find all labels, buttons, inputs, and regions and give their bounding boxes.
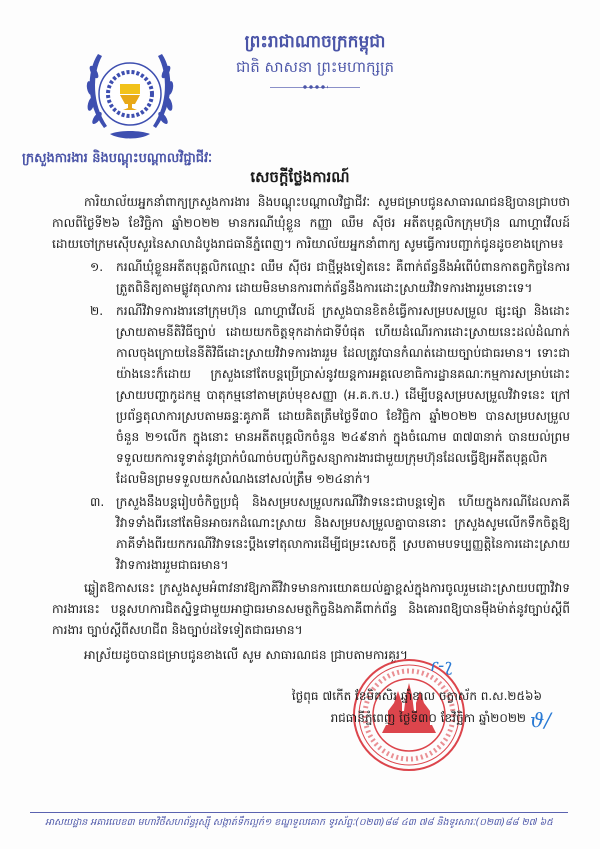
item-number: ១. [90,260,104,274]
kingdom-name: ព្រះរាជាណាចក្រកម្ពុជា [244,32,386,52]
footer-address: អាសយដ្ឋាន អគារលេខ៣ មហាវិថីសហព័ន្ធរុស្ស៊ី សង្កាត់ទឹកល្អក់១ ខណ្ឌទួលគោក ទូរស័ព្ទៈ(០២៣)៨៨ ៤៣ ៧៨ និងទូរសារៈ(០២៣)៨៨ ២៧ ៦៥ [45,817,553,828]
initials-mark: ɾ-ʅ [430,655,453,676]
footer-divider [30,812,568,813]
kingdom-header [220,30,410,90]
solar-date: រាជធានីភ្នំពេញ ថ្ងៃទី៣០ ខែវិច្ឆិកា ឆ្នាំ២០២២ [330,711,526,725]
date-block [292,685,542,729]
numbered-item [90,257,570,299]
signature-mark: ϑ/ [530,708,552,732]
item-number: ៣. [90,495,105,509]
ministry-emblem-icon [80,42,180,148]
numbered-item [90,492,570,576]
document-title: សេចក្តីថ្លែងការណ៍ [250,168,350,186]
appeal-paragraph: ឆ្លៀតឱកាសនេះ ក្រសួងសូមអំពាវនាវឱ្យភាគីវិវាទមានការយោគយល់គ្នាខ្ពស់ក្នុងការចូលរួមដោះស្រាយបញ្ហាវិវាទការងារនេះ បន្តសហការជិតស្និទ្ធជាមួយអាជ្ញាធរមានសមត្ថកិច្ចនិងភាគីពាក់ព័ន្ធ និងគោរពឱ្យបានម៉ឺងម៉ាត់នូវច្បាប់ស្តីពីការងារ ច្បាប់ស្តីពីសហជីព និងច្បាប់ដទៃទៀតជាធរមាន។ [52,581,570,637]
ministry-logo [80,42,180,148]
lunar-date: ថ្ងៃពុធ ៧កើត ខែមិគសិរ ឆ្នាំខាល ចត្វាស័ក ព.ស.២៥៦៦ [291,689,542,703]
item-number: ២. [90,304,104,318]
national-motto: ជាតិ សាសនា ព្រះមហាក្សត្រ [235,58,395,76]
ministry-name: ក្រសួងការងារ និងបណ្តុះបណ្តាលវិជ្ជាជីវៈ [22,151,213,166]
closing-line: អាស្រ័យដូចបានជម្រាបជូនខាងលើ សូម សាធារណជន ជ្រាបតាមការគួរ។ [84,648,408,662]
numbered-item [90,301,570,490]
document-body [52,192,570,666]
item-text: ករណីវិវាទការងារនៅក្រុមហ៊ុន ណាហ្គាវើលដ៍ ក្រសួងបានខិតខំធ្វើការសម្របសម្រួល ផ្សះផ្សា និងដោះស្រាយតាមនីតិវិធីច្បាប់ ដោយយកចិត្តទុកដាក់ជាទីបំផុត ហើយដំណើរការដោះស្រាយនេះដល់ដំណាក់កាលចុងក្រោយនៃនីតិវិធីដោះស្រាយវិវាទការងាររួម ដែលត្រូវបានកំណត់ដោយច្បាប់ជាធរមាន។ ទោះជាយ៉ាងនេះក៏ដោយ ក្រសួងនៅតែបន្តប្រើប្រាស់នូវយន្តការអគ្គលេខាធិការដ្ឋានគណៈកម្មការសម្រាប់ដោះស្រាយបញ្ហាកូដកម្ម បាតុកម្មនៅតាមគ្រប់មុខសញ្ញា (អ.គ.ក.ប.) ដើម្បីបន្តសម្របសម្រួលវិវាទនេះ ក្រៅប្រព័ន្ធតុលាការស្របតាមឆន្ទៈគូភាគី ដោយគិតត្រឹមថ្ងៃទី៣០ ខែវិច្ឆិកា ឆ្នាំ២០២២ បានសម្របសម្រួលចំនួន ២១លើក ក្នុងនោះ មានអតីតបុគ្គលិកចំនួន ២៤៩នាក់ ក្នុងចំណោម ៣៧៣នាក់ បានយល់ព្រមទទួលយកការទូទាត់នូវប្រាក់បំណាច់បញ្ចប់កិច្ចសន្យាការងារជាមួយក្រុមហ៊ុនដែលធ្វើឱ្យអតីតបុគ្គលិកដែលមិនព្រមទទួលយកសំណងនៅសល់ត្រឹម ១២៤នាក់។ [116,304,570,486]
item-text: ក្រសួងនឹងបន្តរៀបចំកិច្ចប្រជុំ និងសម្របសម្រួលករណីវិវាទនេះជាបន្តទៀត ហើយក្នុងករណីដែលភាគីវិវាទទាំងពីរនៅតែមិនអាចរកដំណោះស្រាយ និងសម្របសម្រួលគ្នាបាននោះ ក្រសួងសូមលើកទឹកចិត្តឱ្យភាគីទាំងពីរយកករណីវិវាទនេះប្តឹងទៅតុលាការដើម្បីជម្រះសេចក្តី ស្របតាមបទប្បញ្ញត្តិនៃការដោះស្រាយវិវាទការងាររួមជាធរមាន។ [116,495,570,572]
header-ornament [270,84,360,90]
item-text: ករណីឃុំខ្លួនអតីតបុគ្គលិកឈ្មោះ ឈឹម ស៊ីថរ ជាថ្មីម្តងទៀតនេះ គឺពាក់ព័ន្ធនឹងអំពើបំពានកាតព្វកិច្ចនៃការត្រួតពិនិត្យតាមផ្លូវតុលាការ ដោយមិនមានការពាក់ព័ន្ធនឹងការដោះស្រាយវិវាទការងាររួមនោះទេ។ [116,260,570,295]
intro-paragraph: ការិយាល័យអ្នកនាំពាក្យក្រសួងការងារ និងបណ្តុះបណ្តាលវិជ្ជាជីវៈ សូមជម្រាបជូនសាធារណជនឱ្យបានជ្រាបថា កាលពីថ្ងៃទី២៦ ខែវិច្ឆិកា ឆ្នាំ២០២២ មានករណីឃុំខ្លួន កញ្ញា ឈឹម ស៊ីថរ អតីតបុគ្គលិកក្រុមហ៊ុន ណាហ្គាវើលដ៍ ដោយចៅក្រមស៊ើបសួរនៃសាលាដំបូងរាជធានីភ្នំពេញ។ ការិយាល័យអ្នកនាំពាក្យ សូមធ្វើការបញ្ជាក់ជូនដូចខាងក្រោម៖ [52,195,570,251]
